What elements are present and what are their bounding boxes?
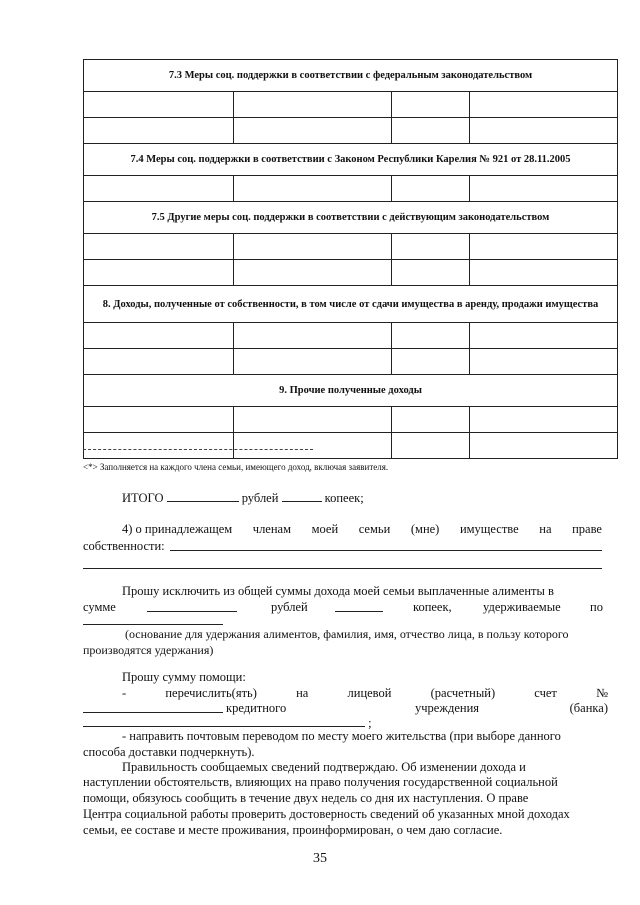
table-row bbox=[84, 176, 618, 202]
table-row bbox=[84, 323, 618, 349]
document-page: 7.3 Меры соц. поддержки в соответствии с федеральным законодательством 7.4 Меры соц. поддержки в соответствии с Законом Республики Карелия № 921 от 28.11.2005 7.5 Другие меры соц. поддержки в соответствии с действующим законодательством 8. Доходы, полученные от собственности, в том числе от сдачи имущества в аренду, продажи имущества 9. Прочие полученные доходы <*> Заполняется на каждого члена семьи, имеющего доход, включая заявителя. ИТОГО рублей копеек; 4) о принадлежащем членам моей семьи (мне) имуществе на праве собственности: Прошу исключить из общей суммы дохода моей семьи выплаченные алименты в сумме рублей копеек, удерживаемые по (основание для удержания алиментов, фамилия, имя, отчество лица, в пользу которого производятся удержания) Прошу сумму помощи: - перечислить(ять) на лицевой (расчетный) счет № кредитного учреждения (банка) ; - направить почтовым переводом по месту моего жительства (при выборе данного способа доставки подчеркнуть). Правильность сообщаемых сведений подтверждаю. Об изменении дохода и наступлении обстоятельств, влияющих на право получения государственной социальной помощи, обязуюсь сообщить в течение двух недель со дня их наступления. О праве Центра социальной работы проверить достоверность сведений об указанных мной доходах семьи, ее составе и месте проживания, проинформирован, о чем даю согласие. 35 bbox=[0, 0, 640, 905]
alimony-basis-field[interactable] bbox=[83, 624, 223, 625]
alimony-line-1: Прошу исключить из общей суммы дохода моей семьи выплаченные алименты в bbox=[122, 584, 554, 598]
itogo-line bbox=[122, 489, 364, 506]
table-row bbox=[84, 234, 618, 260]
payment-line-4: - направить почтовым переводом по месту моего жительства (при выборе данного bbox=[122, 729, 561, 743]
alimony-kop-field[interactable] bbox=[335, 599, 383, 612]
property-field-2[interactable] bbox=[83, 568, 602, 569]
table-row bbox=[84, 260, 618, 286]
confirm-line-1: Правильность сообщаемых сведений подтверждаю. Об изменении дохода и bbox=[122, 760, 526, 774]
section-7-4-header: 7.4 Меры соц. поддержки в соответствии с Законом Республики Карелия № 921 от 28.11.2005 bbox=[84, 144, 618, 176]
confirm-line-2: наступлении обстоятельств, влияющих на право получения государственной социальной bbox=[83, 775, 558, 789]
section-9-header: 9. Прочие полученные доходы bbox=[84, 375, 618, 407]
payment-line-1: Прошу сумму помощи: bbox=[122, 670, 246, 684]
table-row bbox=[84, 92, 618, 118]
account-number-field[interactable] bbox=[83, 700, 223, 713]
income-table bbox=[83, 59, 618, 459]
property-line-2: собственности: bbox=[83, 539, 165, 553]
bank-line: ; bbox=[83, 714, 372, 731]
footnote: <*> Заполняется на каждого члена семьи, имеющего доход, включая заявителя. bbox=[83, 462, 389, 472]
alimony-rub-field[interactable] bbox=[147, 599, 237, 612]
property-field[interactable] bbox=[170, 550, 602, 551]
table-row bbox=[84, 407, 618, 433]
bank-field[interactable] bbox=[83, 714, 365, 727]
payment-line-5: способа доставки подчеркнуть). bbox=[83, 745, 255, 759]
rub-field[interactable] bbox=[167, 489, 239, 502]
confirm-line-4: Центра социальной работы проверить достоверность сведений об указанных мной доходах bbox=[83, 807, 570, 821]
confirm-line-5: семьи, ее составе и месте проживания, проинформирован, о чем даю согласие. bbox=[83, 823, 503, 837]
footnote-separator bbox=[83, 449, 313, 450]
page-number: 35 bbox=[313, 851, 327, 866]
table-row bbox=[84, 433, 618, 459]
section-7-3-header: 7.3 Меры соц. поддержки в соответствии с федеральным законодательством bbox=[84, 60, 618, 92]
table-row bbox=[84, 118, 618, 144]
section-7-5-header: 7.5 Другие меры соц. поддержки в соответствии с действующим законодательством bbox=[84, 202, 618, 234]
rub-label: рублей bbox=[241, 491, 279, 505]
alimony-line-3: (основание для удержания алиментов, фамилия, имя, отчество лица, в пользу которого bbox=[125, 627, 569, 641]
alimony-line-4: производятся удержания) bbox=[83, 643, 214, 657]
payment-line-2: - перечислить(ять) на лицевой (расчетный) счет № bbox=[122, 686, 608, 700]
property-line-1: 4) о принадлежащем членам моей семьи (мне) имуществе на праве bbox=[122, 522, 602, 536]
itogo-label: ИТОГО bbox=[122, 491, 164, 505]
table-row bbox=[84, 349, 618, 375]
kop-label: копеек; bbox=[324, 491, 364, 505]
confirm-line-3: помощи, обязуюсь сообщить в течение двух недель со дня их наступления. О праве bbox=[83, 791, 529, 805]
kop-field[interactable] bbox=[282, 489, 322, 502]
section-8-header: 8. Доходы, полученные от собственности, в том числе от сдачи имущества в аренду, продажи имущества bbox=[84, 286, 618, 323]
alimony-line-2: сумме рублей копеек, удерживаемые по bbox=[83, 600, 603, 614]
